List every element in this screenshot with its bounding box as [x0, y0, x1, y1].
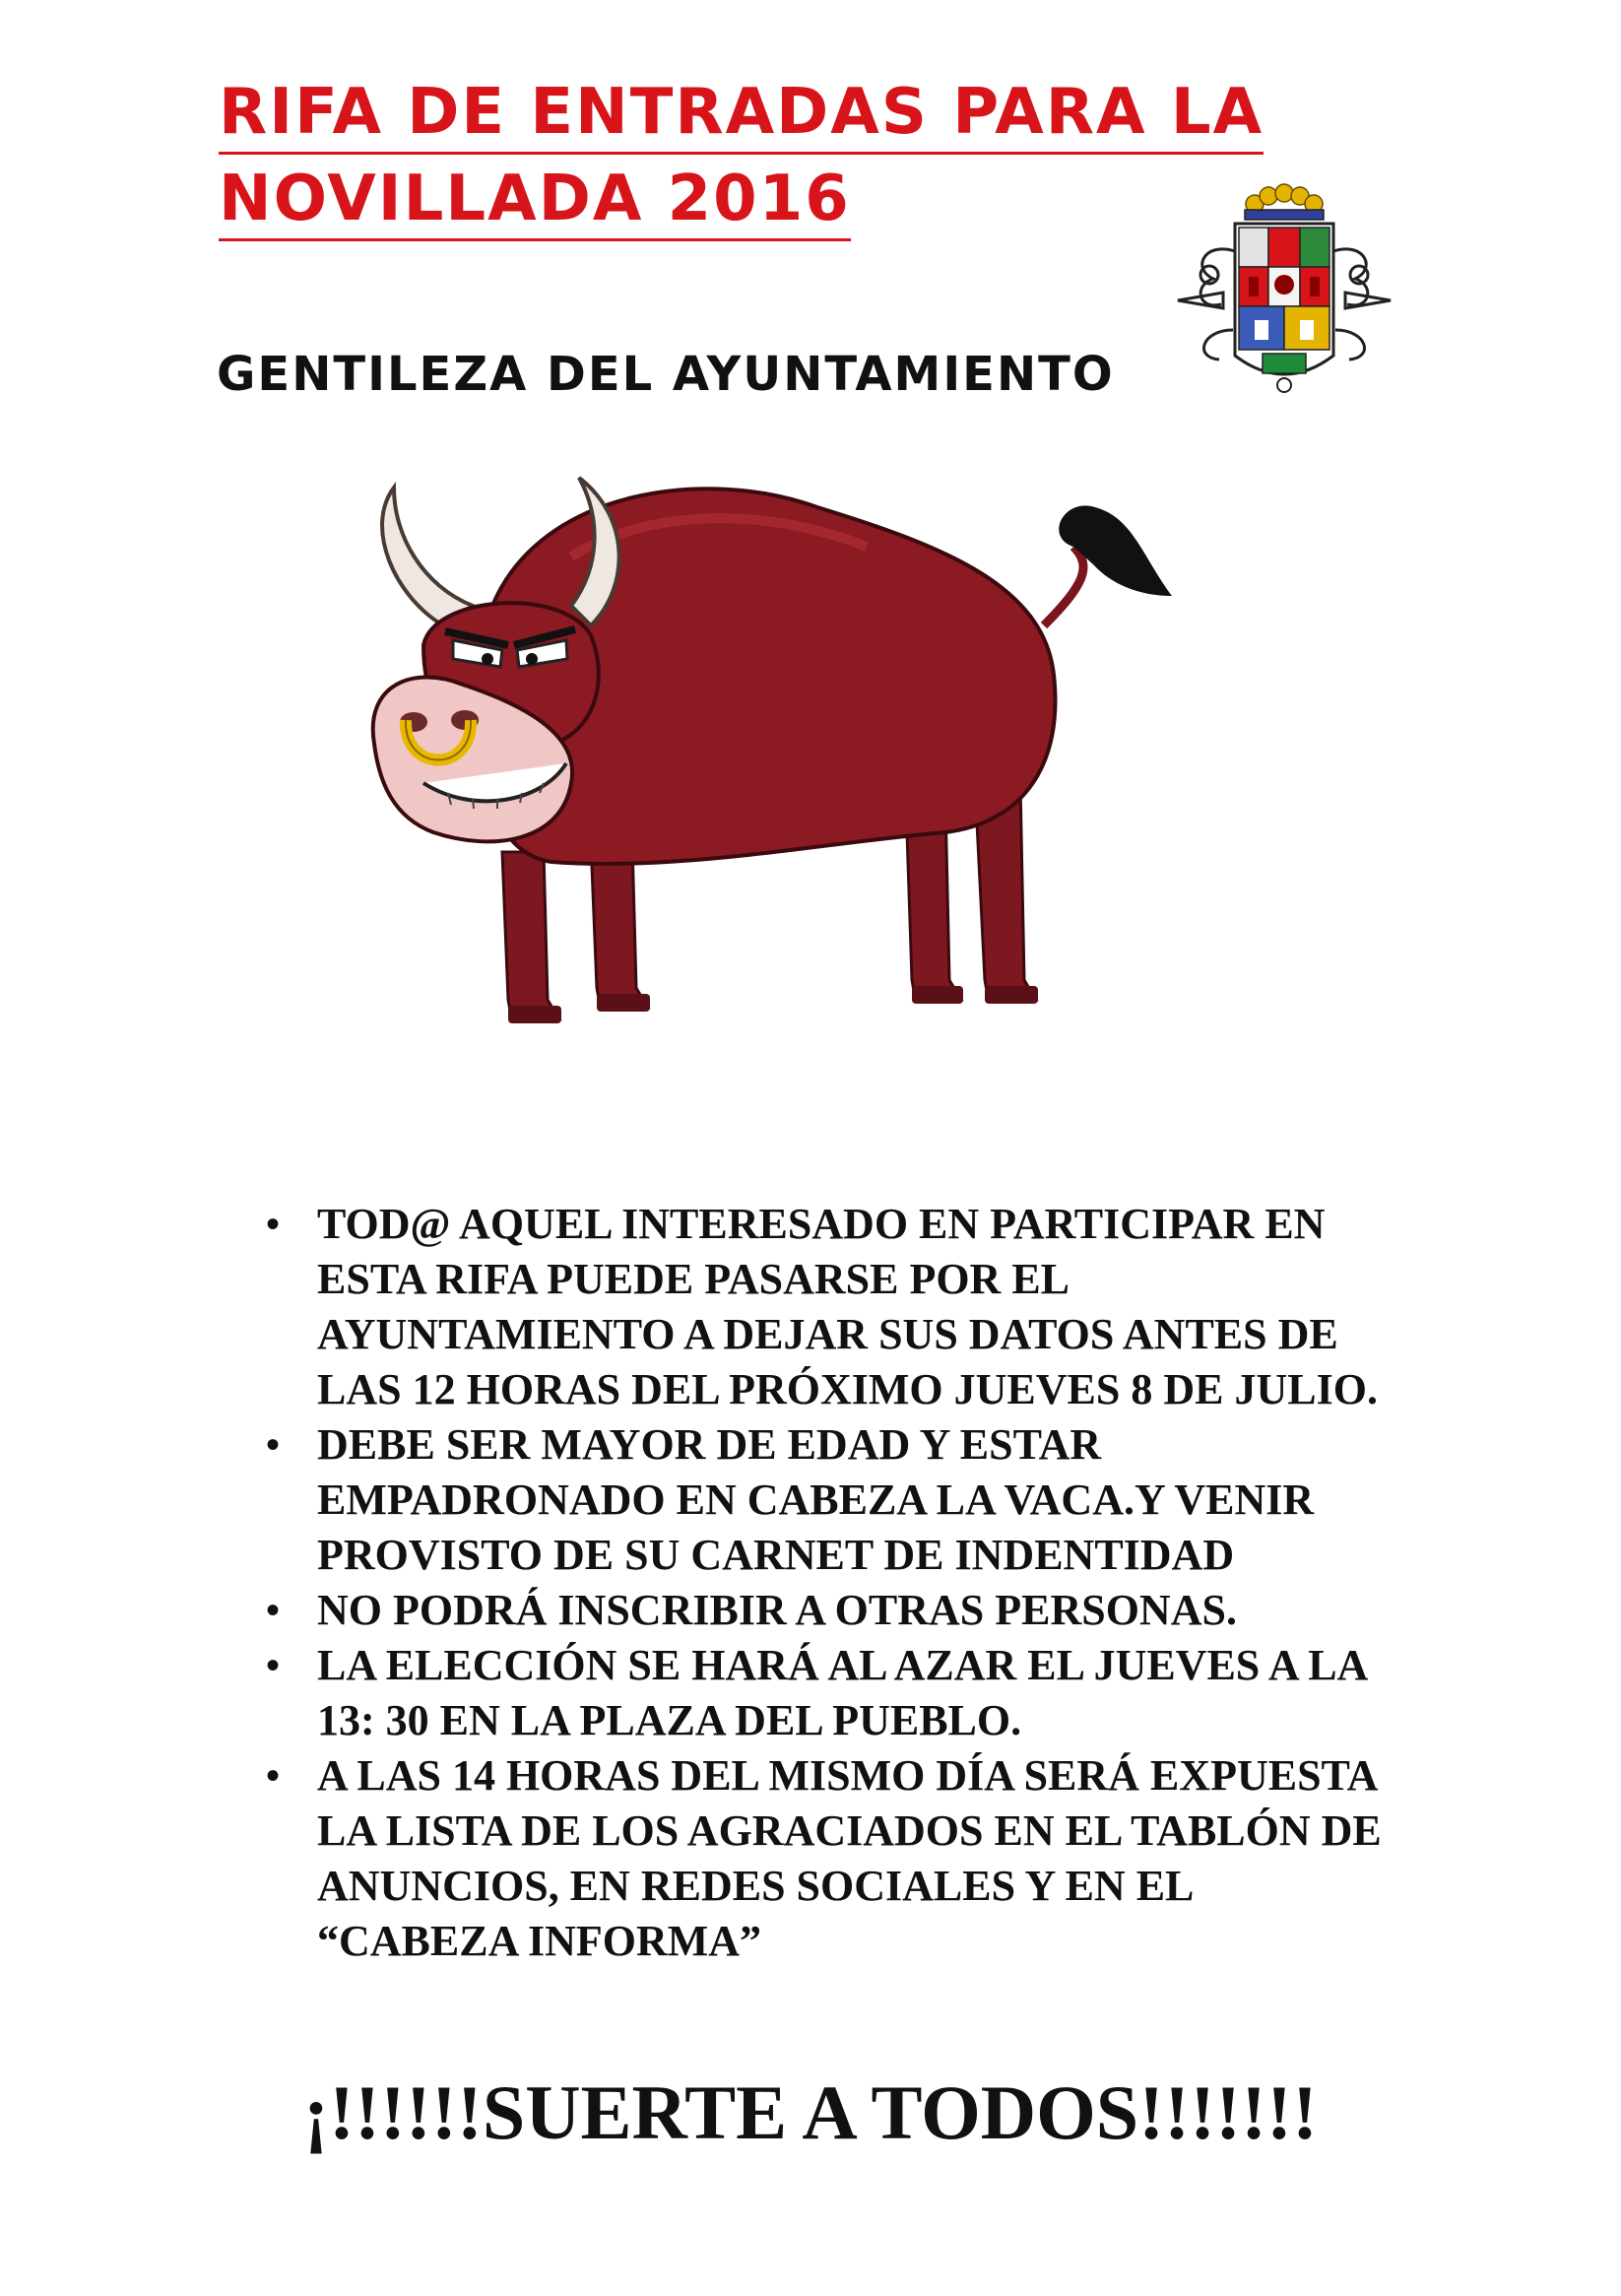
bullet-icon: • — [266, 1753, 281, 1798]
list-item — [266, 1638, 1389, 1748]
list-item — [266, 1197, 1389, 1417]
cartoon-bull-icon — [355, 448, 1192, 1049]
rules-list — [266, 1197, 1389, 1969]
rule-text: LA ELECCIÓN SE HARÁ AL AZAR EL JUEVES A LA 13: 30 EN LA PLAZA DEL PUEBLO. — [317, 1641, 1366, 1744]
bullet-icon: • — [266, 1588, 281, 1632]
list-item — [266, 1583, 1389, 1638]
list-item — [266, 1748, 1389, 1969]
poster-title-line-1: RIFA DE ENTRADAS PARA LA — [219, 73, 1264, 155]
rule-text: DEBE SER MAYOR DE EDAD Y ESTAR EMPADRONADO EN CABEZA LA VACA.Y VENIR PROVISTO DE SU CARNET DE INDENTIDAD — [317, 1420, 1315, 1579]
rule-text: TOD@ AQUEL INTERESADO EN PARTICIPAR EN ESTA RIFA PUEDE PASARSE POR EL AYUNTAMIENTO A DEJAR SUS DATOS ANTES DE LAS 12 HORAS DEL PRÓXIMO JUEVES 8 DE JULIO. — [317, 1200, 1378, 1413]
bullet-icon: • — [266, 1643, 281, 1687]
bullet-icon: • — [266, 1202, 281, 1246]
rule-text: NO PODRÁ INSCRIBIR A OTRAS PERSONAS. — [317, 1586, 1237, 1634]
list-item — [266, 1417, 1389, 1583]
rule-text: A LAS 14 HORAS DEL MISMO DÍA SERÁ EXPUESTA LA LISTA DE LOS AGRACIADOS EN EL TABLÓN DE ANUNCIOS, EN REDES SOCIALES Y EN EL “CABEZA INFORMA” — [317, 1751, 1382, 1965]
poster-subtitle: GENTILEZA DEL AYUNTAMIENTO — [217, 347, 1115, 402]
poster-title-line-2: NOVILLADA 2016 — [219, 160, 851, 241]
bullet-icon: • — [266, 1422, 281, 1467]
municipal-coat-of-arms-icon — [1174, 182, 1394, 399]
good-luck-footer: ¡!!!!!!SUERTE A TODOS!!!!!!! — [303, 2069, 1318, 2155]
